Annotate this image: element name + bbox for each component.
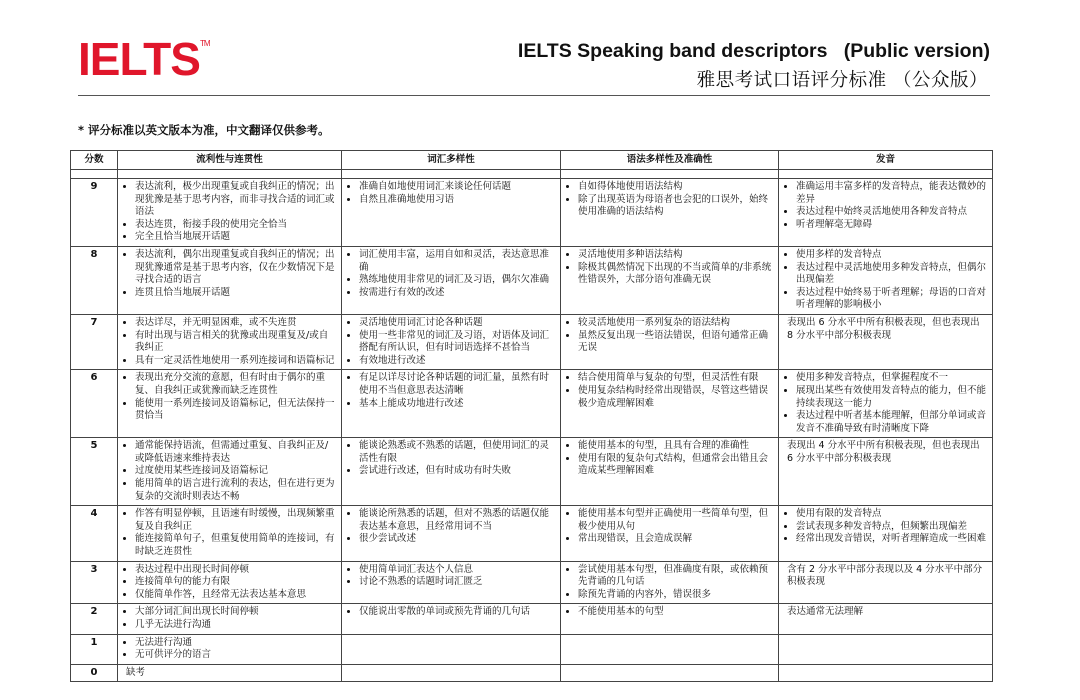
ielts-logo	[78, 33, 210, 85]
descriptor-item: • 准确自如地使用词汇来谈论任何话题	[359, 181, 556, 194]
page-title-chinese: 雅思考试口语评分标准 （公众版）	[696, 70, 988, 91]
descriptor-item: • 连贯且恰当地展开话题	[135, 287, 337, 300]
pronunciation-cell	[779, 179, 993, 247]
lexical-cell	[342, 604, 561, 634]
descriptor-item: • 连接简单句的能力有限	[135, 576, 337, 589]
descriptor-item: • 尝试使用基本句型，但准确度有限，或依赖预先背诵的几句话	[578, 564, 774, 589]
descriptor-item: • 表达详尽，并无明显困难，或不失连贯	[135, 317, 337, 330]
descriptor-item: • 不能使用基本的句型	[578, 606, 774, 619]
band-score: 9	[71, 179, 118, 247]
fluency-cell	[118, 604, 342, 634]
band-score: 3	[71, 561, 118, 604]
lexical-cell	[342, 634, 561, 664]
grammar-cell	[561, 634, 779, 664]
descriptor-text: 表现出 4 分水平中所有积极表现，但也表现出 6 分水平中部分积极表现	[787, 440, 980, 464]
descriptor-item: • 自如得体地使用语法结构	[578, 181, 774, 194]
lexical-cell	[342, 561, 561, 604]
lexical-cell	[342, 314, 561, 369]
band-score: 4	[71, 506, 118, 561]
descriptor-item: • 具有一定灵活性地使用一系列连接词和语篇标记	[135, 355, 337, 368]
band-score: 2	[71, 604, 118, 634]
logo-text: IELTS	[78, 33, 200, 85]
table-header-row	[71, 151, 993, 170]
descriptor-item: • 表达过程中始终灵活地使用各种发音特点	[796, 206, 988, 219]
descriptor-item: • 仅能说出零散的单词或预先背诵的几句话	[359, 606, 556, 619]
band-score: 5	[71, 438, 118, 506]
grammar-cell	[561, 370, 779, 438]
descriptor-item: • 经常出现发音错误，对听者理解造成一些困难	[796, 533, 988, 546]
lexical-cell	[342, 506, 561, 561]
pronunciation-cell	[779, 506, 993, 561]
descriptor-item: • 很少尝试改述	[359, 533, 556, 546]
descriptor-item: • 听者理解毫无障碍	[796, 219, 988, 232]
descriptor-text: 表达通常无法理解	[787, 606, 864, 618]
descriptor-item: • 几乎无法进行沟通	[135, 619, 337, 632]
descriptor-item: • 无法进行沟通	[135, 637, 337, 650]
table-row	[71, 561, 993, 604]
descriptor-item: • 有足以详尽讨论各种话题的词汇量，虽然有时使用不当但意思表达清晰	[359, 372, 556, 397]
header-grammatical-range: 语法多样性及准确性	[561, 151, 779, 170]
descriptor-item: • 虽然反复出现一些语法错误，但语句通常正确无误	[578, 330, 774, 355]
fluency-cell	[118, 506, 342, 561]
descriptor-item: • 大部分词汇间出现长时间停顿	[135, 606, 337, 619]
descriptor-item: • 表达过程中听者基本能理解，但部分单词或音发音不准确导致有时清晰度下降	[796, 410, 988, 435]
descriptor-item: • 表达过程中始终易于听者理解；母语的口音对听者理解的影响极小	[796, 287, 988, 312]
header-spacer-row	[71, 170, 993, 179]
table-row	[71, 314, 993, 369]
descriptor-item: • 展现出某些有效使用发音特点的能力，但不能持续表现这一能力	[796, 385, 988, 410]
grammar-cell	[561, 604, 779, 634]
descriptor-text: 表现出 6 分水平中所有积极表现，但也表现出 8 分水平中部分积极表现	[787, 316, 980, 341]
descriptor-item: • 过度使用某些连接词及语篇标记	[135, 465, 337, 478]
descriptor-item: • 使用多样的发音特点	[796, 249, 988, 262]
descriptor-item: • 能谈论所熟悉的话题，但对不熟悉的话题仅能表达基本意思，且经常用词不当	[359, 508, 556, 533]
table-row	[71, 179, 993, 247]
table-row	[71, 604, 993, 634]
pronunciation-cell	[779, 604, 993, 634]
band-score: 6	[71, 370, 118, 438]
table-row	[71, 438, 993, 506]
descriptor-item: • 使用复杂结构时经常出现错误，尽管这些错误极少造成理解困难	[578, 385, 774, 410]
descriptor-item: • 除了出现英语为母语者也会犯的口误外，始终使用准确的语法结构	[578, 194, 774, 219]
page-title-english: IELTS Speaking band descriptors (Public version)	[517, 40, 990, 62]
fluency-cell	[118, 561, 342, 604]
grammar-cell	[561, 438, 779, 506]
descriptor-item: • 能使用基本句型并正确使用一些简单句型，但极少使用从句	[578, 508, 774, 533]
descriptor-item: • 词汇使用丰富，运用自如和灵活，表达意思准确	[359, 249, 556, 274]
fluency-cell	[118, 664, 342, 682]
lexical-cell	[342, 370, 561, 438]
descriptor-item: • 表达流利，偶尔出现重复或自我纠正的情况；出现犹豫通常是基于思考内容，仅在少数情况下是寻找合适的语言	[135, 249, 337, 287]
band-score: 0	[71, 664, 118, 682]
grammar-cell	[561, 179, 779, 247]
descriptor-item: • 灵活地使用词汇讨论各种话题	[359, 317, 556, 330]
descriptor-item: • 能用简单的语言进行流利的表达，但在进行更为复杂的交流时则表达不畅	[135, 478, 337, 503]
pronunciation-cell	[779, 664, 993, 682]
descriptor-item: • 能使用基本的句型，且具有合理的准确性	[578, 440, 774, 453]
lexical-cell	[342, 438, 561, 506]
descriptor-item: • 准确运用丰富多样的发音特点，能表达微妙的差异	[796, 181, 988, 206]
pronunciation-cell	[779, 246, 993, 314]
fluency-cell	[118, 314, 342, 369]
descriptor-item: • 基本上能成功地进行改述	[359, 398, 556, 411]
band-score: 1	[71, 634, 118, 664]
header-fluency-coherence: 流利性与连贯性	[118, 151, 342, 170]
fluency-cell	[118, 438, 342, 506]
pronunciation-cell	[779, 370, 993, 438]
descriptor-item: • 能谈论熟悉或不熟悉的话题，但使用词汇的灵活性有限	[359, 440, 556, 465]
descriptor-item: • 除预先背诵的内容外，错误很多	[578, 589, 774, 602]
descriptor-item: • 使用有限的复杂句式结构，但通常会出错且会造成某些理解困难	[578, 453, 774, 478]
pronunciation-cell	[779, 561, 993, 604]
grammar-cell	[561, 314, 779, 369]
grammar-cell	[561, 246, 779, 314]
descriptor-item: • 能使用一系列连接词及语篇标记，但无法保持一贯恰当	[135, 398, 337, 423]
descriptor-item: • 结合使用简单与复杂的句型，但灵活性有限	[578, 372, 774, 385]
logo-trademark: TM	[199, 39, 210, 48]
descriptor-item: • 使用多种发音特点，但掌握程度不一	[796, 372, 988, 385]
descriptor-item: • 讨论不熟悉的话题时词汇匮乏	[359, 576, 556, 589]
table-row	[71, 664, 993, 682]
descriptor-item: • 能连接简单句子，但重复使用简单的连接词，有时缺乏连贯性	[135, 533, 337, 558]
descriptor-item: • 常出现错误，且会造成误解	[578, 533, 774, 546]
header-band: 分数	[71, 151, 118, 170]
descriptor-item: • 灵活地使用多种语法结构	[578, 249, 774, 262]
grammar-cell	[561, 506, 779, 561]
fluency-cell	[118, 246, 342, 314]
descriptor-item: • 除极其偶然情况下出现的不当或简单的/非系统性错误外，大部分语句准确无误	[578, 262, 774, 287]
pronunciation-cell	[779, 314, 993, 369]
pronunciation-cell	[779, 634, 993, 664]
descriptor-item: • 使用有限的发音特点	[796, 508, 988, 521]
descriptor-item: • 作答有明显停顿，且语速有时缓慢，出现频繁重复及自我纠正	[135, 508, 337, 533]
lexical-cell	[342, 664, 561, 682]
band-score: 7	[71, 314, 118, 369]
descriptor-item: • 通常能保持语流，但需通过重复、自我纠正及/或降低语速来维持表达	[135, 440, 337, 465]
table-row	[71, 246, 993, 314]
descriptor-item: • 尝试进行改述，但有时成功有时失败	[359, 465, 556, 478]
fluency-cell	[118, 179, 342, 247]
descriptor-item: • 熟练地使用非常见的词汇及习语，偶尔欠准确	[359, 274, 556, 287]
descriptor-item: • 表达流利，极少出现重复或自我纠正的情况；出现犹豫是基于思考内容，而非寻找合适的词汇或语法	[135, 181, 337, 219]
table-row	[71, 506, 993, 561]
descriptor-item: • 较灵活地使用一系列复杂的语法结构	[578, 317, 774, 330]
fluency-cell	[118, 370, 342, 438]
header-divider	[78, 95, 990, 96]
fluency-cell	[118, 634, 342, 664]
table-row	[71, 634, 993, 664]
descriptor-item: • 表达过程中灵活地使用多种发音特点，但偶尔出现偏差	[796, 262, 988, 287]
descriptor-text: 缺考	[126, 666, 146, 678]
header-pronunciation: 发音	[779, 151, 993, 170]
descriptor-item: • 完全且恰当地展开话题	[135, 231, 337, 244]
grammar-cell	[561, 664, 779, 682]
descriptor-item: • 无可供评分的语言	[135, 649, 337, 662]
descriptor-item: • 使用一些非常见的词汇及习语，对语体及词汇搭配有所认识，但有时词语选择不甚恰当	[359, 330, 556, 355]
descriptor-item: • 有效地进行改述	[359, 355, 556, 368]
translation-note: * 评分标准以英文版本为准，中文翻译仅供参考。	[78, 123, 330, 137]
descriptor-item: • 按需进行有效的改述	[359, 287, 556, 300]
table-row	[71, 370, 993, 438]
lexical-cell	[342, 246, 561, 314]
header-lexical-resource: 词汇多样性	[342, 151, 561, 170]
descriptor-item: • 使用简单词汇表达个人信息	[359, 564, 556, 577]
descriptor-item: • 仅能简单作答，且经常无法表达基本意思	[135, 589, 337, 602]
descriptor-item: • 尝试表现多种发音特点，但频繁出现偏差	[796, 521, 988, 534]
pronunciation-cell	[779, 438, 993, 506]
descriptor-item: • 表达连贯，衔接手段的使用完全恰当	[135, 219, 337, 232]
grammar-cell	[561, 561, 779, 604]
descriptor-text: 含有 2 分水平中部分表现以及 4 分水平中部分积极表现	[787, 563, 983, 588]
descriptor-item: • 表达过程中出现长时间停顿	[135, 564, 337, 577]
descriptor-item: • 有时出现与语言相关的犹豫或出现重复及/或自我纠正	[135, 330, 337, 355]
lexical-cell	[342, 179, 561, 247]
descriptor-item: • 表现出充分交流的意愿，但有时由于偶尔的重复、自我纠正或犹豫而缺乏连贯性	[135, 372, 337, 397]
band-descriptor-table	[70, 150, 993, 682]
band-score: 8	[71, 246, 118, 314]
descriptor-item: • 自然且准确地使用习语	[359, 194, 556, 207]
